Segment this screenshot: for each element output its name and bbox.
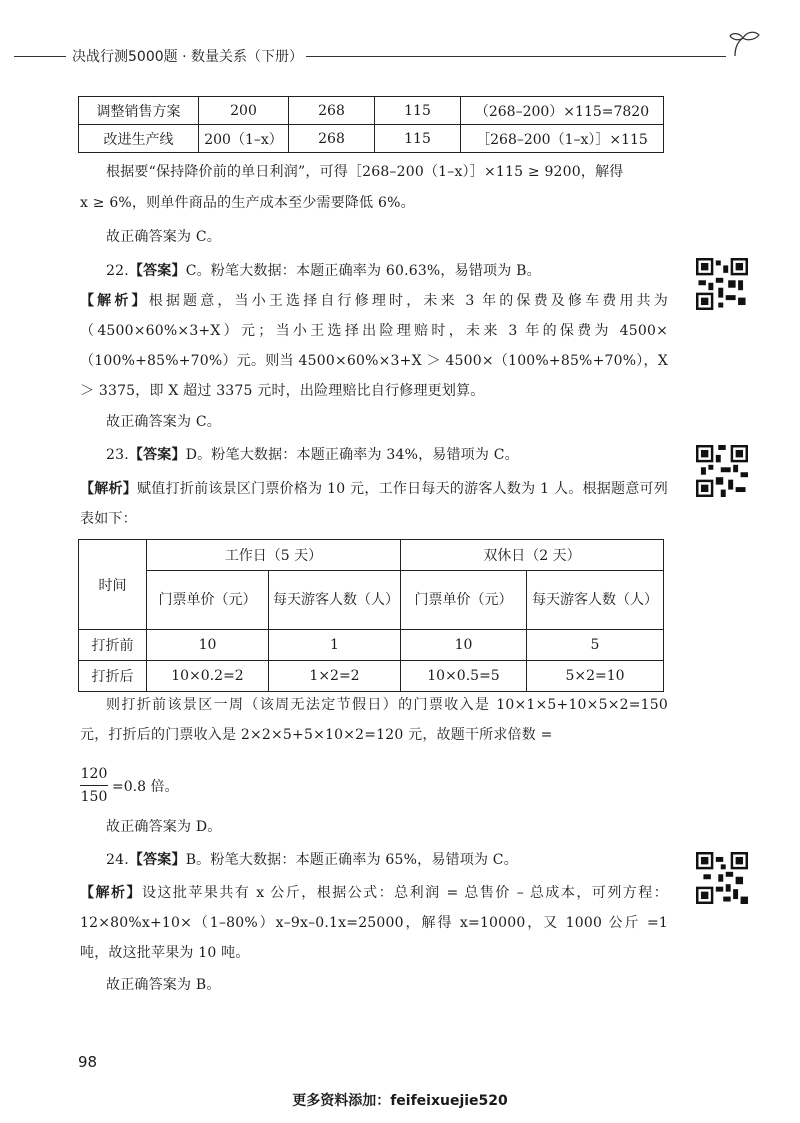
footer-contact-note: 更多资料添加：feifeixuejie520	[292, 1093, 508, 1109]
answer-text: B。粉笔大数据：本题正确率为 65%，易错项为 C。	[185, 852, 518, 868]
q22-conclusion: 故正确答案为 C。	[106, 414, 221, 430]
table-cell: 调整销售方案	[79, 97, 199, 125]
answer-text: C。粉笔大数据：本题正确率为 60.63%，易错项为 B。	[185, 263, 541, 279]
table-cell: 10	[401, 630, 527, 661]
table-cell: ［268–200（1–x）］×115	[461, 125, 664, 153]
sales-plan-table	[78, 96, 664, 153]
q23-explanation	[80, 474, 668, 534]
question-number: 23.	[106, 447, 129, 463]
table-row	[79, 630, 664, 661]
answer-21-conclusion: 故正确答案为 C。	[106, 229, 221, 245]
running-header-title: 决战行测5000题 · 数量关系（下册）	[72, 49, 303, 65]
q23-conclusion: 故正确答案为 D。	[106, 819, 222, 835]
explain-text: 设这批苹果共有 x 公斤，根据公式：总利润 = 总售价 – 总成本，可列方程：12×80%x+10×（1–80%）x–9x–0.1x=25000，解得 x=10000，又 1000 公斤 =1 吨，故这批苹果为 10 吨。	[80, 885, 668, 961]
weekend-header-cell: 双休日（2 天）	[401, 540, 664, 571]
page-number: 98	[78, 1053, 98, 1071]
qr-code-icon	[696, 258, 748, 310]
table-cell: 1×2=2	[269, 661, 401, 692]
answer-text: D。粉笔大数据：本题正确率为 34%，易错项为 C。	[185, 447, 519, 463]
table-cell: 10×0.5=5	[401, 661, 527, 692]
qr-code-icon	[696, 852, 748, 904]
fraction-numerator: 120	[80, 766, 108, 782]
fraction-bar	[80, 785, 108, 786]
header-rule-right	[306, 56, 726, 57]
table-cell: 10×0.2=2	[147, 661, 269, 692]
answer-tag: 【答案】	[128, 447, 186, 463]
table-cell: 改进生产线	[79, 125, 199, 153]
table-cell: 115	[375, 125, 461, 153]
profit-paragraph	[80, 157, 668, 187]
question-number: 22.	[106, 263, 129, 279]
q22-explanation	[80, 286, 668, 406]
q24-explanation	[80, 878, 668, 968]
question-number: 24.	[106, 852, 129, 868]
table-row	[79, 97, 664, 125]
table-cell: 1	[269, 630, 401, 661]
header-rule-left	[14, 56, 66, 57]
visitors-header-cell: 每天游客人数（人）	[269, 571, 401, 630]
explain-tag: 【解析】	[80, 293, 149, 309]
table-cell: 打折前	[79, 630, 147, 661]
q24-answer-line	[80, 845, 668, 875]
table-cell: 268	[289, 97, 375, 125]
q23-answer-line	[80, 440, 668, 470]
visitors-header-cell: 每天游客人数（人）	[527, 571, 664, 630]
table-cell: 268	[289, 125, 375, 153]
table-cell: 200（1–x）	[199, 125, 289, 153]
table-cell: 5	[527, 630, 664, 661]
profit-paragraph-cont	[80, 188, 668, 218]
table-row	[79, 540, 664, 571]
fraction-denominator: 150	[80, 789, 108, 805]
q23-calculation: 则打折前该景区一周（该周无法定节假日）的门票收入是 10×1×5+10×5×2=150 元，打折后的门票收入是 2×2×5+5×10×2=120 元，故题干所求倍数 =	[80, 697, 668, 743]
profit-line-1: 根据要“保持降价前的单日利润”，可得［268–200（1–x）］×115 ≥ 9200，解得	[106, 164, 624, 180]
table-row	[79, 125, 664, 153]
answer-tag: 【答案】	[128, 852, 186, 868]
table-cell: 10	[147, 630, 269, 661]
sprout-icon	[727, 30, 763, 60]
answer-tag: 【答案】	[128, 263, 186, 279]
fraction-tail: =0.8 倍。	[112, 778, 179, 795]
table-row	[79, 661, 664, 692]
table-row	[79, 571, 664, 630]
price-header-cell: 门票单价（元）	[147, 571, 269, 630]
ticket-price-table	[78, 539, 664, 692]
explain-text: 赋值打折前该景区门票价格为 10 元，工作日每天的游客人数为 1 人。根据题意可列表如下：	[80, 481, 668, 527]
q24-conclusion: 故正确答案为 B。	[106, 977, 221, 993]
price-header-cell: 门票单价（元）	[401, 571, 527, 630]
q22-answer-line	[80, 256, 668, 286]
fraction-result	[80, 766, 178, 805]
table-cell: 200	[199, 97, 289, 125]
fraction	[80, 766, 108, 805]
workday-header-cell: 工作日（5 天）	[147, 540, 401, 571]
time-header-cell: 时间	[79, 540, 147, 630]
qr-code-icon	[696, 445, 748, 497]
explain-text: 根据题意，当小王选择自行修理时，未来 3 年的保费及修车费用共为（4500×60%×3+X）元；当小王选择出险理赔时，未来 3 年的保费为 4500×（100%+85%+70%）元。则当 4500×60%×3+X ＞ 4500×（100%+85%+70%），X ＞ 3375，即 X 超过 3375 元时，出险理赔比自行修理更划算。	[80, 293, 668, 399]
table-cell: 115	[375, 97, 461, 125]
table-cell: （268–200）×115=7820	[461, 97, 664, 125]
explain-tag: 【解析】	[80, 885, 142, 901]
explain-tag: 【解析】	[80, 481, 138, 497]
table-cell: 打折后	[79, 661, 147, 692]
table-cell: 5×2=10	[527, 661, 664, 692]
profit-line-2: x ≥ 6%，则单件商品的生产成本至少需要降低 6%。	[80, 195, 415, 211]
